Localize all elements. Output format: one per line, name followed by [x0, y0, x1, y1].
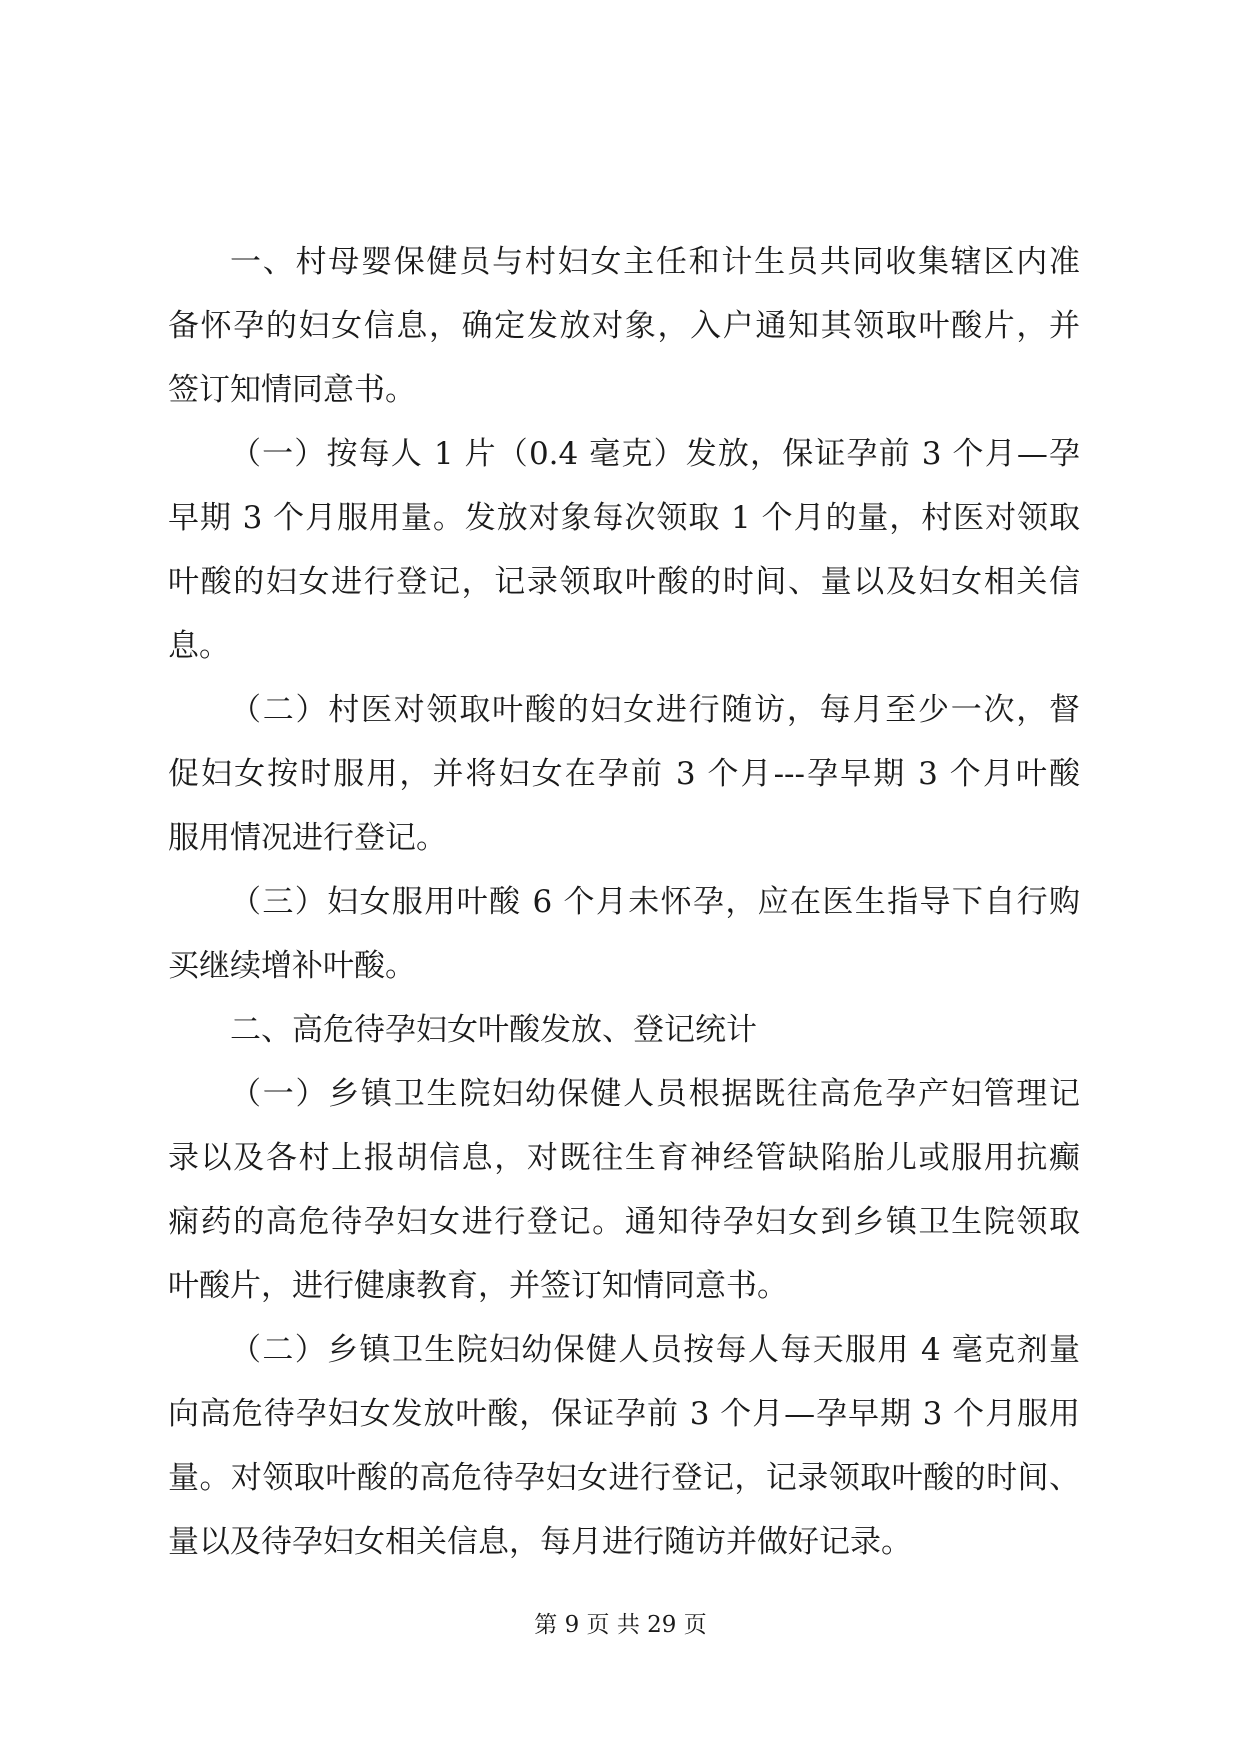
paragraph-line: （一）按每人 1 片（0.4 毫克）发放，保证孕前 3 个月—孕 [230, 436, 1080, 472]
paragraph-line: 量。对领取叶酸的高危待孕妇女进行登记，记录领取叶酸的时间、 [168, 1460, 1080, 1496]
paragraph-line: 痫药的高危待孕妇女进行登记。通知待孕妇女到乡镇卫生院领取 [168, 1204, 1080, 1240]
paragraph-line: 量以及待孕妇女相关信息，每月进行随访并做好记录。 [168, 1524, 912, 1560]
document-body [168, 230, 1080, 1574]
paragraph-line: 签订知情同意书。 [168, 372, 416, 408]
paragraph-line: （二）乡镇卫生院妇幼保健人员按每人每天服用 4 毫克剂量 [230, 1332, 1080, 1368]
paragraph-line: 买继续增补叶酸。 [168, 948, 416, 984]
paragraph-line: 一、村母婴保健员与村妇女主任和计生员共同收集辖区内准 [230, 244, 1080, 280]
paragraph-line: 早期 3 个月服用量。发放对象每次领取 1 个月的量，村医对领取 [168, 500, 1080, 536]
paragraph-line: （二）村医对领取叶酸的妇女进行随访，每月至少一次，督 [230, 692, 1080, 728]
paragraph-line: 服用情况进行登记。 [168, 820, 447, 856]
paragraph-line: 备怀孕的妇女信息，确定发放对象，入户通知其领取叶酸片，并 [168, 308, 1080, 344]
section-heading: 二、高危待孕妇女叶酸发放、登记统计 [230, 1012, 757, 1048]
paragraph-line: 息。 [168, 628, 230, 664]
paragraph-line: （三）妇女服用叶酸 6 个月未怀孕，应在医生指导下自行购 [230, 884, 1080, 920]
page-number-footer: 第 9 页 共 29 页 [534, 1612, 707, 1638]
paragraph-line: 促妇女按时服用，并将妇女在孕前 3 个月---孕早期 3 个月叶酸 [168, 756, 1080, 792]
paragraph-line: 向高危待孕妇女发放叶酸，保证孕前 3 个月—孕早期 3 个月服用 [168, 1396, 1080, 1432]
paragraph-line: （一）乡镇卫生院妇幼保健人员根据既往高危孕产妇管理记 [230, 1076, 1080, 1112]
paragraph-line: 录以及各村上报胡信息，对既往生育神经管缺陷胎儿或服用抗癫 [168, 1140, 1080, 1176]
paragraph-line: 叶酸片，进行健康教育，并签订知情同意书。 [168, 1268, 788, 1304]
paragraph-line: 叶酸的妇女进行登记，记录领取叶酸的时间、量以及妇女相关信 [168, 564, 1080, 600]
